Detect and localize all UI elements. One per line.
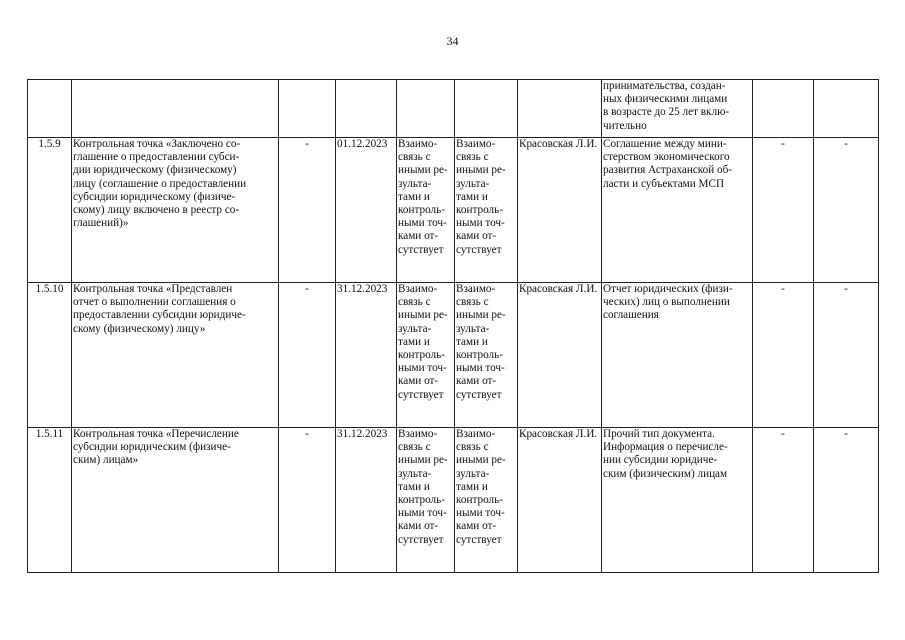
row-col10: - [814,428,879,573]
row-predecessors: Взаимо- связь с иными ре- зульта- тами и контроль- ными точ- ками от- сутствует [397,283,455,428]
row-start: - [279,283,336,428]
cell-predecessors [397,80,455,138]
cell-name [72,80,279,138]
table-row [28,428,879,573]
row-number: 1.5.9 [28,138,72,283]
row-successors: Взаимо- связь с иными ре- зульта- тами и контроль- ными точ- ками от- сутствует [455,138,518,283]
row-predecessors: Взаимо- связь с иными ре- зульта- тами и контроль- ными точ- ками от- сутствует [397,428,455,573]
row-number: 1.5.10 [28,283,72,428]
row-successors: Взаимо- связь с иными ре- зульта- тами и контроль- ными точ- ками от- сутствует [455,283,518,428]
row-end: 31.12.2023 [336,428,397,573]
row-responsible: Красовская Л.И. [518,428,602,573]
page-number: 34 [446,34,459,48]
plan-table [27,79,879,573]
row-col9: - [753,138,814,283]
row-start: - [279,138,336,283]
row-document: Отчет юридических (физи- ческих) лиц о выполнении соглашения [602,283,753,428]
cell-end [336,80,397,138]
row-number: 1.5.11 [28,428,72,573]
row-responsible: Красовская Л.И. [518,138,602,283]
table-row [28,283,879,428]
cell-col9 [753,80,814,138]
cell-number [28,80,72,138]
cell-start [279,80,336,138]
row-end: 01.12.2023 [336,138,397,283]
row-name: Контрольная точка «Перечисление субсидии юридическим (физиче- ским) лицам» [72,428,279,573]
row-col9: - [753,428,814,573]
cell-successors [455,80,518,138]
cell-col10 [814,80,879,138]
cell-responsible [518,80,602,138]
table-row [28,138,879,283]
row-responsible: Красовская Л.И. [518,283,602,428]
row-start: - [279,428,336,573]
row-name: Контрольная точка «Заключено со- глашение о предоставлении субси- дии юридическому (физическому) лицу (соглашение о предоставлении субсидии юридическому (физиче- скому) лицу включено в реестр со- глашений)» [72,138,279,283]
row-name: Контрольная точка «Представлен отчет о выполнении соглашения о предоставлении субсидии юридиче- скому (физическому) лицу» [72,283,279,428]
row-document: Прочий тип документа. Информация о перечисле- нии субсидии юридиче- ским (физическим) лицам [602,428,753,573]
cell-document: принимательства, создан- ных физическими лицами в возрасте до 25 лет вклю- чительно [602,80,753,138]
row-document: Соглашение между мини- стерством экономического развития Астраханской об- ласти и субъектами МСП [602,138,753,283]
row-col9: - [753,283,814,428]
row-col10: - [814,138,879,283]
row-successors: Взаимо- связь с иными ре- зульта- тами и контроль- ными точ- ками от- сутствует [455,428,518,573]
row-col10: - [814,283,879,428]
continuation-row [28,80,879,138]
row-predecessors: Взаимо- связь с иными ре- зульта- тами и контроль- ными точ- ками от- сутствует [397,138,455,283]
row-end: 31.12.2023 [336,283,397,428]
